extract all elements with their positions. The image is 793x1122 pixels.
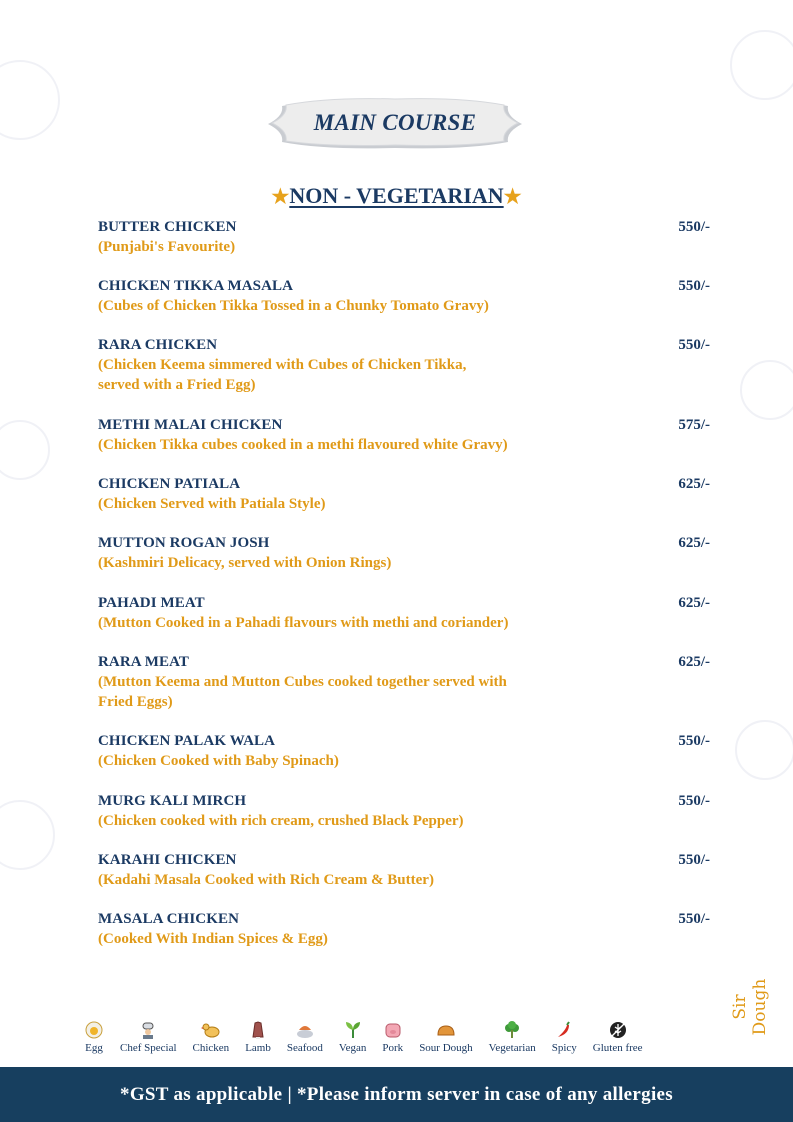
dietary-legend	[84, 1020, 659, 1060]
item-name: MUTTON ROGAN JOSH	[98, 535, 270, 551]
section-heading	[0, 183, 793, 209]
background-doodle	[0, 60, 60, 140]
legend-label: Chef Special	[120, 1042, 177, 1054]
legend-label: Vegetarian	[488, 1042, 536, 1054]
legend-item-gluten-free	[593, 1020, 643, 1060]
item-name: CHICKEN PATIALA	[98, 476, 241, 492]
legend-label: Gluten free	[592, 1042, 643, 1054]
item-description: (Mutton Keema and Mutton Cubes cooked together served with Fried Eggs)	[98, 674, 507, 710]
item-description: (Cubes of Chicken Tikka Tossed in a Chunky Tomato Gravy)	[98, 298, 489, 314]
legend-item-chef-special	[120, 1020, 177, 1060]
item-price: 550/-	[678, 278, 710, 294]
item-name: METHI MALAI CHICKEN	[98, 417, 283, 433]
footer-note: *GST as applicable | *Please inform server in case of any allergies	[0, 1067, 793, 1122]
legend-item-vegan	[339, 1020, 367, 1060]
legend-item-lamb	[245, 1020, 271, 1060]
item-price: 550/-	[678, 733, 710, 749]
menu-item	[98, 415, 710, 455]
brand-signature: Sir Dough	[730, 978, 770, 1036]
item-price: 575/-	[678, 417, 710, 433]
legend-label: Pork	[382, 1042, 404, 1054]
menu-item	[98, 909, 710, 949]
legend-label: Vegan	[338, 1042, 367, 1054]
item-description: (Chicken Cooked with Baby Spinach)	[98, 753, 339, 769]
menu-item	[98, 731, 710, 771]
pork-icon	[383, 1020, 403, 1040]
background-doodle	[740, 360, 793, 420]
background-doodle	[730, 30, 793, 100]
menu-item	[98, 791, 710, 831]
menu-item	[98, 652, 710, 712]
item-description: (Chicken cooked with rich cream, crushed Black Pepper)	[98, 813, 464, 829]
sourdough-icon	[436, 1020, 456, 1040]
item-description: (Punjabi's Favourite)	[98, 239, 236, 255]
legend-item-pork	[382, 1020, 403, 1060]
item-name: CHICKEN TIKKA MASALA	[98, 278, 294, 294]
gluten-free-icon	[608, 1020, 628, 1040]
legend-label: Egg	[85, 1042, 103, 1054]
item-name: MURG KALI MIRCH	[98, 793, 247, 809]
background-doodle	[735, 720, 793, 780]
item-price: 550/-	[678, 219, 710, 235]
item-price: 550/-	[678, 911, 710, 927]
item-name: CHICKEN PALAK WALA	[98, 733, 276, 749]
section-title: NON - VEGETARIAN	[289, 183, 504, 208]
item-description: (Chicken Keema simmered with Cubes of Chicken Tikka, served with a Fried Egg)	[98, 357, 467, 393]
legend-label: Spicy	[551, 1042, 577, 1054]
star-icon: ★	[503, 186, 522, 208]
legend-label: Sour Dough	[419, 1042, 473, 1054]
item-price: 550/-	[678, 793, 710, 809]
item-name: MASALA CHICKEN	[98, 911, 239, 927]
lamb-icon	[248, 1020, 268, 1040]
item-price: 550/-	[678, 852, 710, 868]
menu-item	[98, 593, 710, 633]
legend-item-chicken	[193, 1020, 230, 1060]
legend-item-seafood	[287, 1020, 323, 1060]
menu-item	[98, 335, 710, 395]
legend-item-spicy	[552, 1020, 577, 1060]
seafood-icon	[295, 1020, 315, 1040]
background-doodle	[0, 800, 55, 870]
legend-label: Lamb	[245, 1042, 271, 1054]
item-description: (Chicken Tikka cubes cooked in a methi flavoured white Gravy)	[98, 437, 508, 453]
item-description: (Kadahi Masala Cooked with Rich Cream & Butter)	[98, 872, 434, 888]
item-description: (Kashmiri Delicacy, served with Onion Rings)	[98, 555, 392, 571]
chef-icon	[138, 1020, 158, 1040]
item-price: 625/-	[678, 535, 710, 551]
menu-item	[98, 276, 710, 316]
menu-item	[98, 850, 710, 890]
item-name: KARAHI CHICKEN	[98, 852, 237, 868]
legend-item-egg	[84, 1020, 104, 1060]
item-description: (Mutton Cooked in a Pahadi flavours with methi and coriander)	[98, 615, 509, 631]
legend-label: Chicken	[192, 1042, 230, 1054]
menu-item	[98, 474, 710, 514]
item-price: 625/-	[678, 654, 710, 670]
vegan-icon	[343, 1020, 363, 1040]
item-description: (Cooked With Indian Spices & Egg)	[98, 931, 328, 947]
item-price: 550/-	[678, 337, 710, 353]
menu-item	[98, 217, 710, 257]
item-name: RARA MEAT	[98, 654, 190, 670]
star-icon: ★	[271, 186, 290, 208]
menu-item	[98, 533, 710, 573]
item-price: 625/-	[678, 595, 710, 611]
legend-item-vegetarian	[489, 1020, 536, 1060]
chicken-icon	[201, 1020, 221, 1040]
egg-icon	[84, 1020, 104, 1040]
section-banner	[264, 94, 526, 152]
banner-title: MAIN COURSE	[313, 110, 477, 135]
spicy-icon	[554, 1020, 574, 1040]
vegetarian-icon	[502, 1020, 522, 1040]
item-name: RARA CHICKEN	[98, 337, 218, 353]
item-name: BUTTER CHICKEN	[98, 219, 237, 235]
legend-label: Seafood	[286, 1042, 323, 1054]
item-name: PAHADI MEAT	[98, 595, 205, 611]
item-description: (Chicken Served with Patiala Style)	[98, 496, 326, 512]
item-price: 625/-	[678, 476, 710, 492]
background-doodle	[0, 420, 50, 480]
legend-item-sour-dough	[419, 1020, 472, 1060]
